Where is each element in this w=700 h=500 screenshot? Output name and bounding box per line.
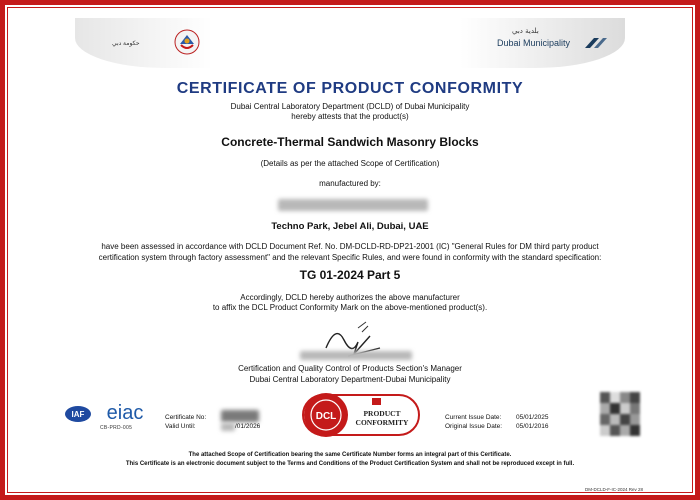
standard-specification: TG 01-2024 Part 5 [299, 268, 401, 282]
eiac-logo-icon [98, 400, 152, 424]
product-conformity-mark [302, 391, 420, 439]
dubai-municipality-logo-text: Dubai Municipality [497, 38, 571, 48]
eiac-accreditation-code: CB-PRD-005 [100, 425, 133, 431]
assessment-line-1: have been assessed in accordance with DCLD Document Ref. No. DM-DCLD-RD-DP21-2001 (IC) "General Rules for DM third party product [101, 242, 599, 251]
certificate-number-redacted [221, 410, 259, 422]
stamp-line-1: PRODUCT [363, 409, 401, 418]
eiac-logo-text: eiac [106, 402, 144, 424]
manufacturer-address: Techno Park, Jebel Ali, Dubai, UAE [271, 221, 429, 232]
dubai-municipality-arabic: بلدية دبي [512, 27, 539, 35]
signatory-title-line-2: Dubai Central Laboratory Department-Dubai Municipality [249, 375, 451, 384]
iaf-logo-text: IAF [71, 410, 85, 419]
valid-until-value: /01/2026 [235, 423, 261, 430]
dubai-government-logo-text: حكومة دبي [112, 41, 140, 47]
current-issue-date-value: 05/01/2025 [516, 414, 549, 421]
manufacturer-name-redacted [278, 199, 428, 211]
stamp-line-2: CONFORMITY [355, 418, 409, 427]
original-issue-date-value: 05/01/2016 [516, 423, 549, 430]
iaf-logo-icon [64, 405, 92, 423]
manager-name-redacted [300, 351, 412, 360]
certificate-number-label: Certificate No: [165, 414, 207, 421]
valid-until-day-redacted [221, 423, 235, 431]
signatory-title-line-1: Certification and Quality Control of Products Section's Manager [238, 364, 462, 373]
certificate-title: CERTIFICATE OF PRODUCT CONFORMITY [176, 80, 524, 97]
assessment-line-2: certification system through factory assessment" and the relevant Specific Rules, and were found in conformity with the standard specification: [98, 253, 602, 262]
valid-until-label: Valid Until: [165, 423, 196, 430]
dcl-stamp-logo: DCL [315, 411, 337, 422]
authorization-line-2: to affix the DCL Product Conformity Mark on the above-mentioned product(s). [212, 303, 488, 312]
footer-scope-note: The attached Scope of Certification bearing the same Certificate Number forms an integral part of this Certificate. [188, 452, 512, 458]
manufactured-by-label: manufactured by: [319, 179, 381, 188]
authorization-line-1: Accordingly, DCLD hereby authorizes the above manufacturer [240, 293, 460, 302]
intro-line-2: hereby attests that the product(s) [291, 112, 409, 121]
document-form-reference: DM-DCLD-F-IC-2024 Rev 28 [585, 487, 644, 492]
product-name: Concrete-Thermal Sandwich Masonry Blocks [221, 135, 479, 149]
dubai-emblem-icon [174, 29, 200, 55]
qr-code-redacted [600, 392, 640, 436]
dubai-municipality-logo-icon [585, 37, 607, 49]
original-issue-date-label: Original Issue Date: [445, 423, 503, 430]
footer-electronic-note: This Certificate is an electronic document subject to the Terms and Conditions of the Product Certification System and shall not be reproduced except in full. [125, 461, 575, 467]
intro-line-1: Dubai Central Laboratory Department (DCLD) of Dubai Municipality [230, 102, 470, 111]
scope-details: (Details as per the attached Scope of Certification) [260, 159, 440, 168]
current-issue-date-label: Current Issue Date: [445, 414, 502, 421]
